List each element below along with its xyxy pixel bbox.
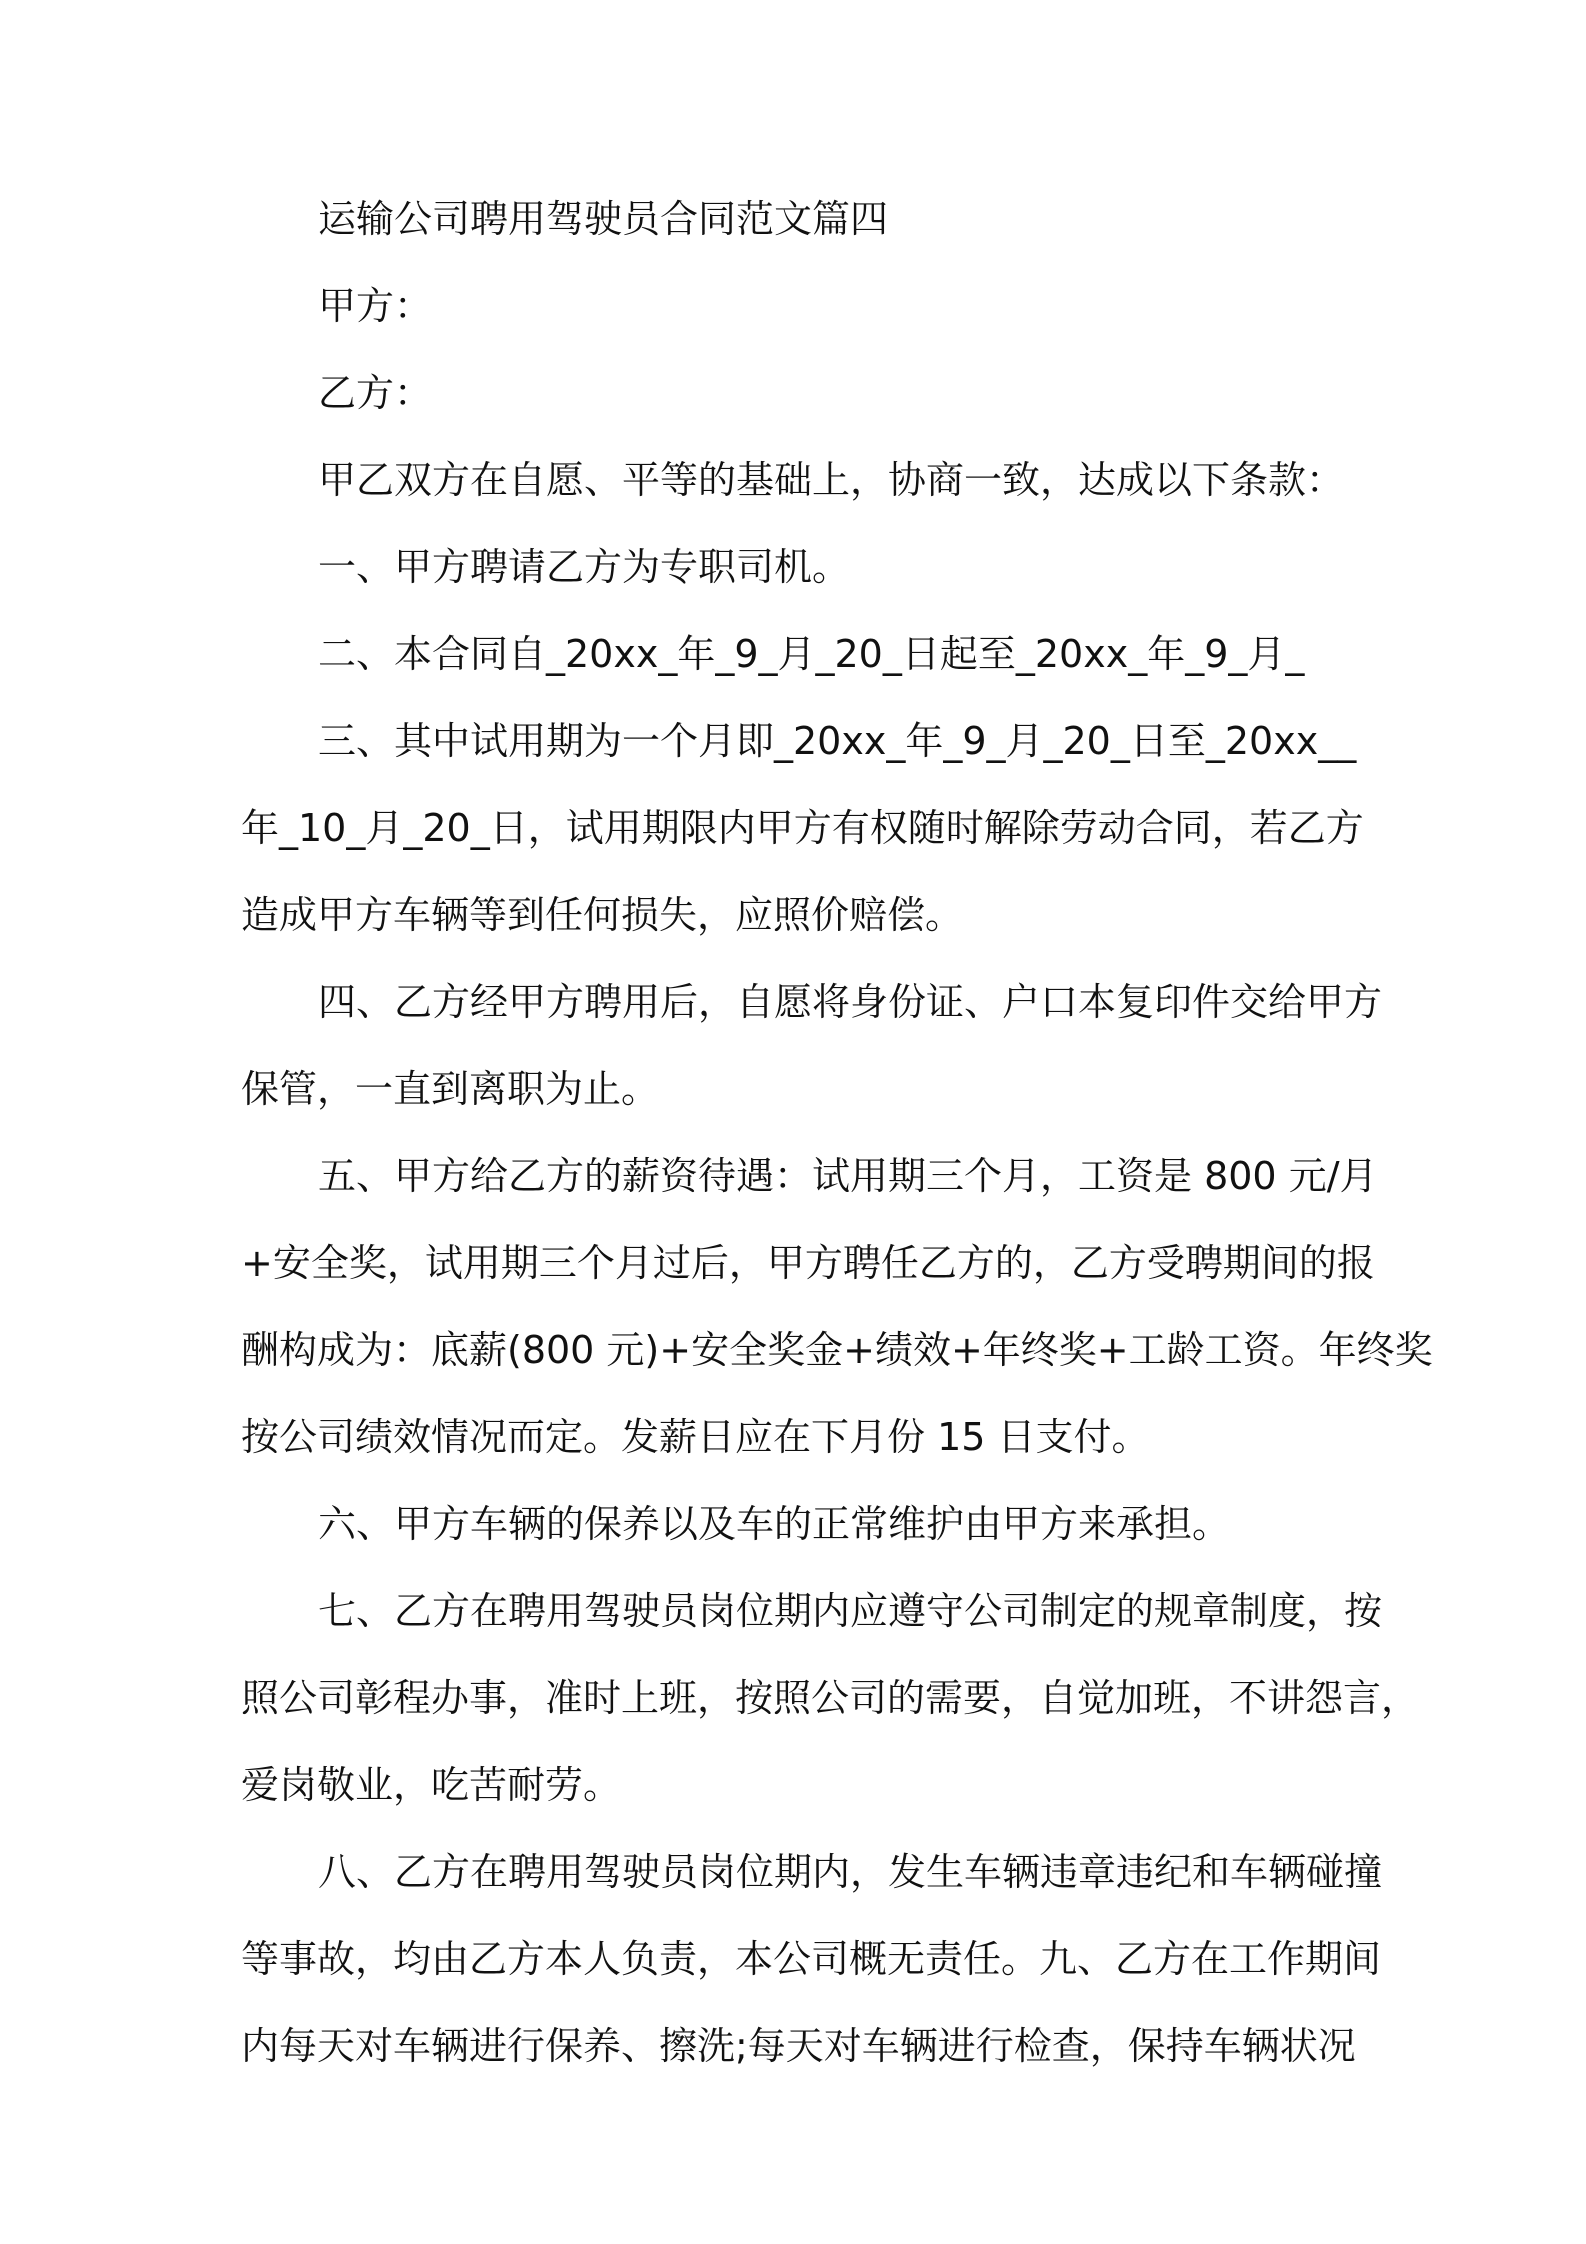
clause-3-line: 造成甲方车辆等到任何损失，应照价赔偿。: [241, 893, 964, 937]
clause-7-line: 爱岗敬业，吃苦耐劳。: [241, 1763, 622, 1807]
party-a-label: 甲方：: [318, 284, 433, 328]
clause-7-line: 七、乙方在聘用驾驶员岗位期内应遵守公司制定的规章制度，按: [318, 1589, 1383, 1633]
clause-3-line: 三、其中试用期为一个月即_20xx_年_9_月_20_日至_20xx__: [318, 719, 1357, 763]
contract-page: [241, 176, 1433, 2090]
clause-2: 二、本合同自_20xx_年_9_月_20_日起至_20xx_年_9_月_: [318, 632, 1305, 676]
clause-7: [241, 1568, 1420, 1829]
clause-8: [241, 1829, 1383, 2090]
clause-5-line: 五、甲方给乙方的薪资待遇：试用期三个月，工资是 800 元/月: [318, 1154, 1378, 1198]
clause-6: 六、甲方车辆的保养以及车的正常维护由甲方来承担。: [318, 1502, 1231, 1546]
clause-3-line: 年_10_月_20_日，试用期限内甲方有权随时解除劳动合同，若乙方: [241, 806, 1364, 850]
clause-4-line: 四、乙方经甲方聘用后，自愿将身份证、户口本复印件交给甲方: [318, 980, 1383, 1024]
clause-4: [241, 959, 1383, 1133]
clause-5: [241, 1133, 1433, 1481]
clause-8-line: 等事故，均由乙方本人负责，本公司概无责任。九、乙方在工作期间: [241, 1937, 1382, 1981]
clause-8-line: 八、乙方在聘用驾驶员岗位期内，发生车辆违章违纪和车辆碰撞: [318, 1850, 1383, 1894]
clause-4-line: 保管，一直到离职为止。: [241, 1067, 660, 1111]
clause-3: [241, 698, 1364, 959]
clause-5-line: 酬构成为：底薪(800 元)+安全奖金+绩效+年终奖+工龄工资。年终奖: [241, 1328, 1433, 1372]
preamble: 甲乙双方在自愿、平等的基础上，协商一致，达成以下条款：: [318, 458, 1345, 502]
document-title: 运输公司聘用驾驶员合同范文篇四: [318, 197, 889, 241]
clause-5-line: +安全奖，试用期三个月过后，甲方聘任乙方的，乙方受聘期间的报: [241, 1241, 1375, 1285]
clause-1: 一、甲方聘请乙方为专职司机。: [318, 545, 851, 589]
party-b-label: 乙方：: [318, 371, 433, 415]
clause-5-line: 按公司绩效情况而定。发薪日应在下月份 15 日支付。: [241, 1415, 1150, 1459]
clause-8-line: 内每天对车辆进行保养、擦洗;每天对车辆进行检查，保持车辆状况: [241, 2024, 1356, 2068]
clause-7-line: 照公司彰程办事，准时上班，按照公司的需要，自觉加班，不讲怨言，: [241, 1676, 1420, 1720]
